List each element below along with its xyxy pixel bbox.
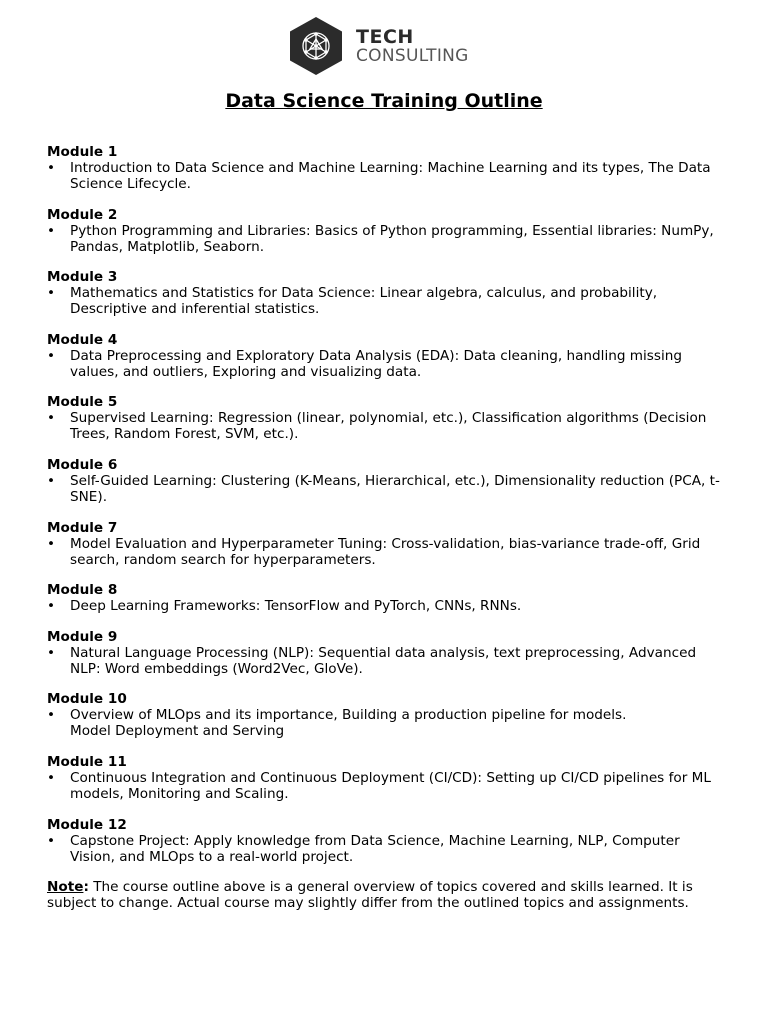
module-bullet xyxy=(47,833,727,865)
module-description: Supervised Learning: Regression (linear, polynomial, etc.), Classification algorithms (Decision Trees, Random Forest, SVM, etc.). xyxy=(70,410,707,443)
module-title: Module 7 xyxy=(47,519,118,536)
module-title: Module 2 xyxy=(47,206,118,223)
module-title: Module 1 xyxy=(47,144,118,160)
module-description: Data Preprocessing and Exploratory Data Analysis (EDA): Data cleaning, handling missing values, and outliers, Exploring and visualizing data. xyxy=(70,347,682,380)
note-label-colon: : xyxy=(83,879,89,896)
module-bullet xyxy=(47,410,727,442)
brand-line2: CONSULTING xyxy=(356,45,469,66)
bullet-icon: • xyxy=(47,472,56,489)
module-description: Python Programming and Libraries: Basics of Python programming, Essential libraries: NumPy, Pandas, Matplotlib, Seaborn. xyxy=(70,222,714,255)
module-11 xyxy=(47,754,727,802)
module-bullet xyxy=(47,707,727,739)
bullet-icon: • xyxy=(47,160,56,176)
note-text: The course outline above is a general overview of topics covered and skills learned. It is subject to change. Actual course may slightly differ from the outlined topics and assignments. xyxy=(47,879,693,912)
module-3 xyxy=(47,269,727,317)
module-bullet xyxy=(47,770,727,802)
module-bullet xyxy=(47,223,727,255)
module-2 xyxy=(47,207,727,255)
note-label-word: Note xyxy=(47,879,84,896)
page-header xyxy=(288,16,469,76)
module-bullet xyxy=(47,160,727,192)
module-bullet xyxy=(47,285,727,317)
module-title: Module 10 xyxy=(47,691,127,708)
module-title: Module 3 xyxy=(47,269,118,286)
module-bullet xyxy=(47,348,727,380)
bullet-icon: • xyxy=(47,222,56,239)
module-description xyxy=(70,707,727,739)
module-description: Introduction to Data Science and Machine Learning: Machine Learning and its types, The Data Science Lifecycle. xyxy=(70,160,711,192)
module-description: Self-Guided Learning: Clustering (K-Means, Hierarchical, etc.), Dimensionality reduction (PCA, t-SNE). xyxy=(70,472,720,505)
module-description-line1: Overview of MLOps and its importance, Building a production pipeline for models. xyxy=(70,707,627,724)
module-4 xyxy=(47,332,727,380)
module-title: Module 11 xyxy=(47,753,127,770)
module-7 xyxy=(47,520,727,568)
note-label xyxy=(47,879,89,895)
module-10 xyxy=(47,691,727,739)
module-title: Module 5 xyxy=(47,394,118,411)
brand-line1: TECH xyxy=(356,25,414,48)
course-note xyxy=(47,879,727,911)
module-1 xyxy=(47,144,727,192)
module-description: Mathematics and Statistics for Data Science: Linear algebra, calculus, and probability, Descriptive and inferential statistics. xyxy=(70,285,658,318)
module-description: Capstone Project: Apply knowledge from Data Science, Machine Learning, NLP, Computer Vision, and MLOps to a real-world project. xyxy=(70,832,680,865)
module-description: Continuous Integration and Continuous Deployment (CI/CD): Setting up CI/CD pipelines for ML models, Monitoring and Scaling. xyxy=(70,769,711,802)
module-description-line2: Model Deployment and Serving xyxy=(70,723,285,740)
module-title: Module 12 xyxy=(47,816,127,833)
module-9 xyxy=(47,629,727,677)
module-bullet xyxy=(47,598,727,614)
module-8 xyxy=(47,582,727,614)
bullet-icon: • xyxy=(47,769,56,786)
bullet-icon: • xyxy=(47,598,56,615)
module-title: Module 8 xyxy=(47,582,118,599)
module-title: Module 4 xyxy=(47,331,118,348)
module-title: Module 9 xyxy=(47,628,118,645)
module-description: Model Evaluation and Hyperparameter Tuning: Cross-validation, bias-variance trade-off, Grid search, random search for hyperparameters. xyxy=(70,535,701,568)
module-12 xyxy=(47,817,727,865)
bullet-icon: • xyxy=(47,644,56,661)
bullet-icon: • xyxy=(47,535,56,552)
brand-name xyxy=(356,25,469,66)
module-description: Deep Learning Frameworks: TensorFlow and PyTorch, CNNs, RNNs. xyxy=(70,598,522,615)
bullet-icon: • xyxy=(47,410,56,427)
bullet-icon: • xyxy=(47,347,56,364)
document-title: Data Science Training Outline xyxy=(225,90,543,112)
module-bullet xyxy=(47,536,727,568)
bullet-icon: • xyxy=(47,285,56,302)
tech-consulting-logo-icon xyxy=(288,16,344,76)
module-bullet xyxy=(47,645,727,677)
bullet-icon: • xyxy=(47,707,56,724)
module-6 xyxy=(47,457,727,505)
module-description: Natural Language Processing (NLP): Sequential data analysis, text preprocessing, Advanced NLP: Word embeddings (Word2Vec, GloVe). xyxy=(70,644,697,677)
module-bullet xyxy=(47,473,727,505)
module-title: Module 6 xyxy=(47,456,118,473)
module-5 xyxy=(47,394,727,442)
module-list xyxy=(47,144,727,911)
bullet-icon: • xyxy=(47,832,56,849)
